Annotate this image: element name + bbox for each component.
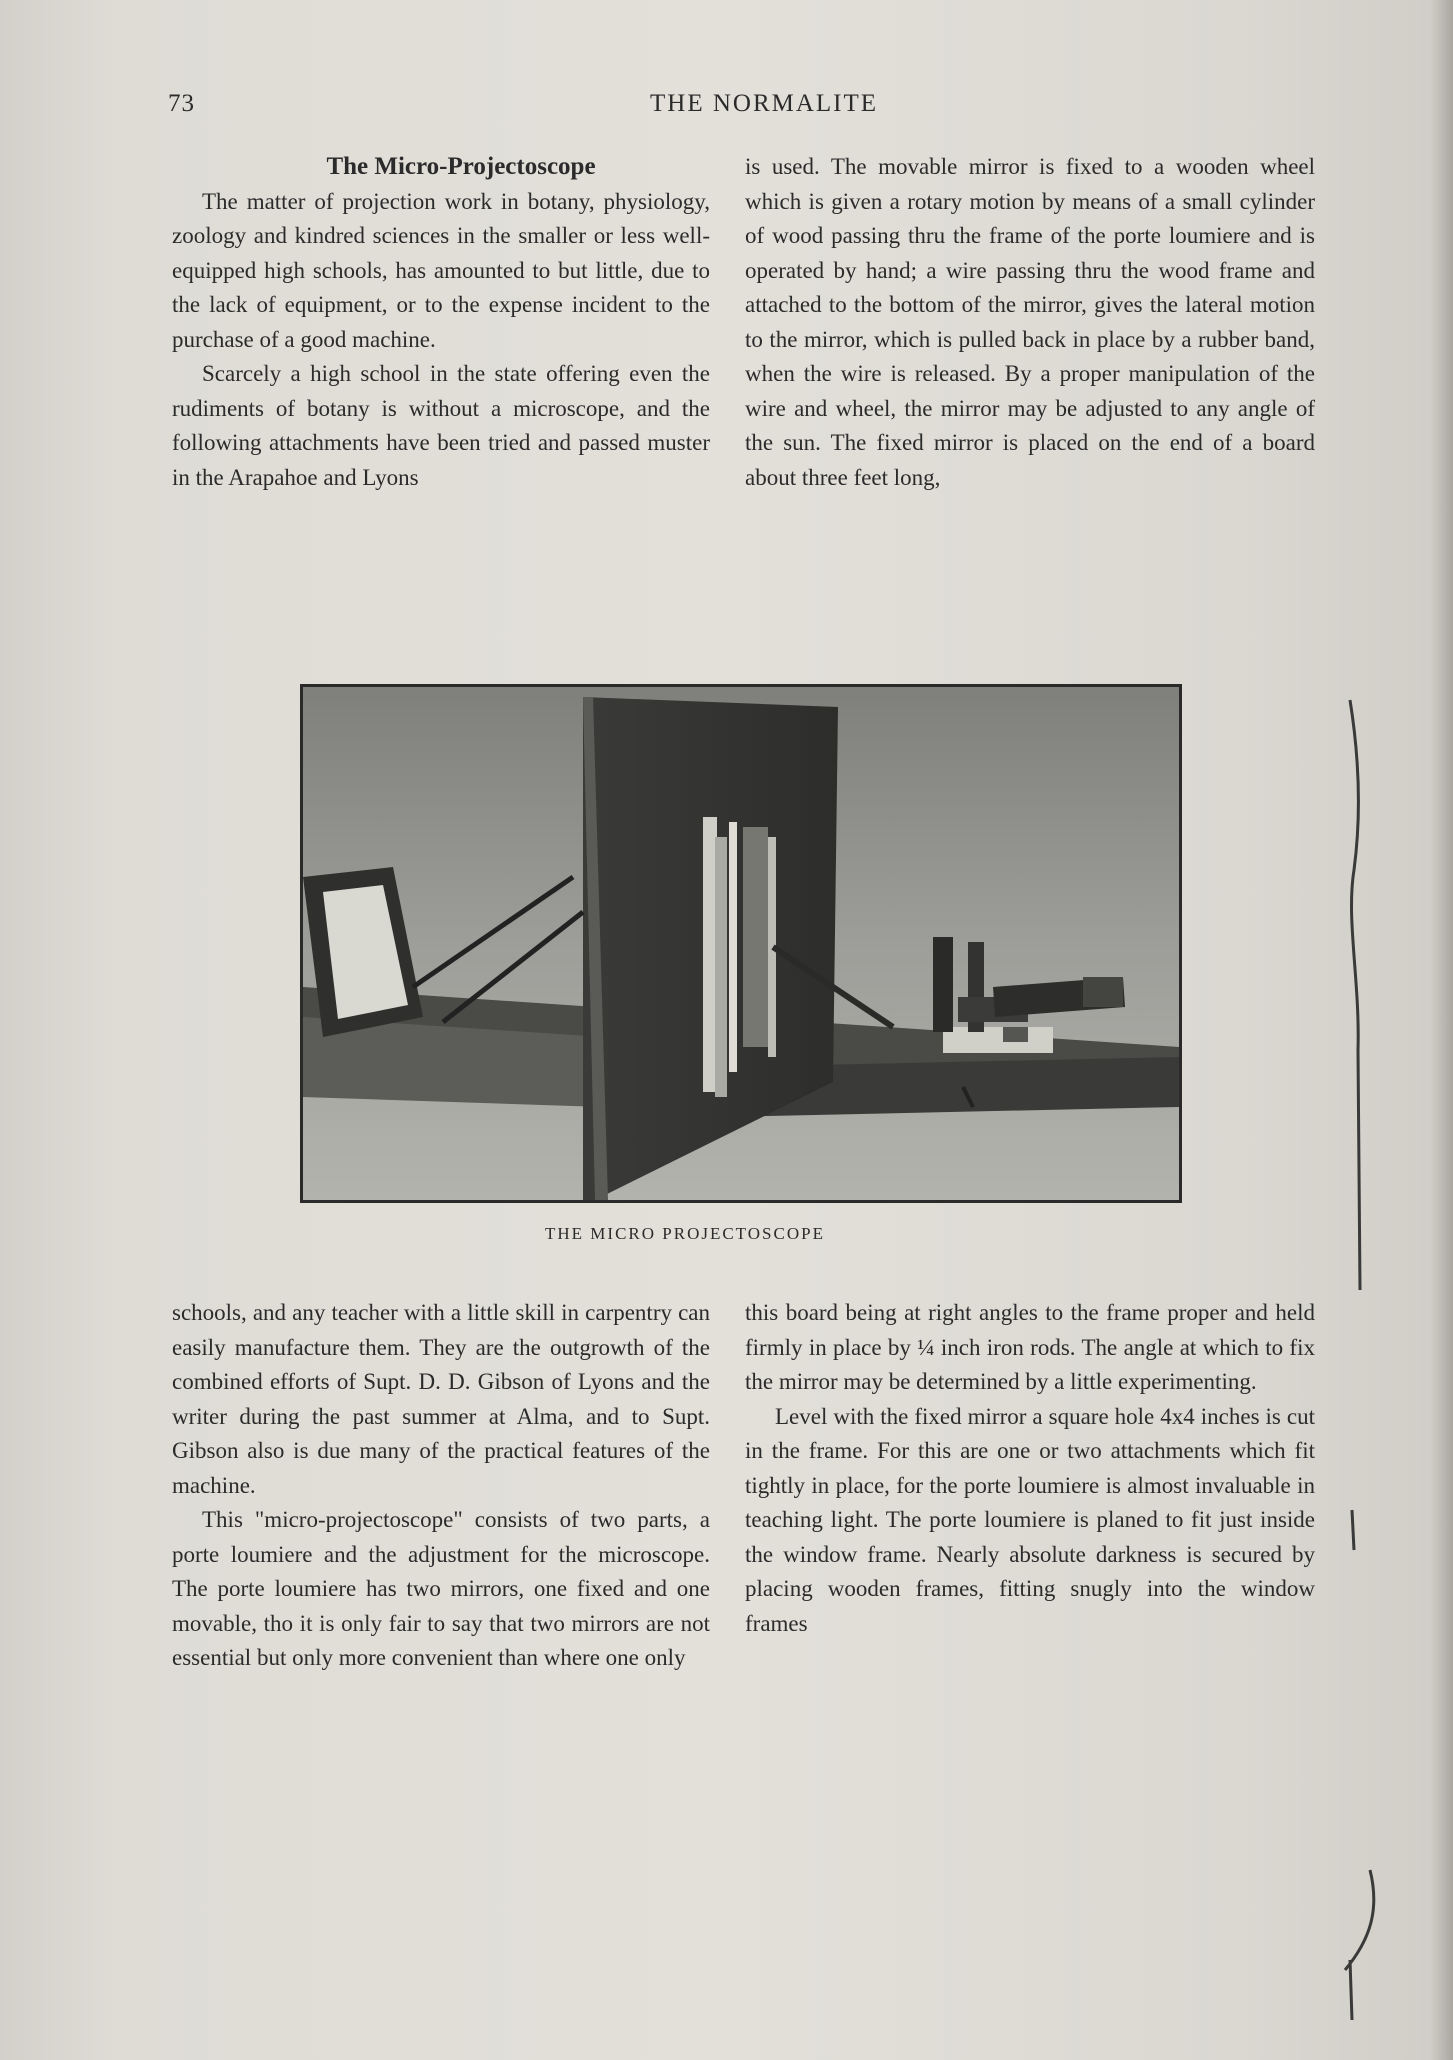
paragraph: This "micro-projectoscope" consists of two parts, a porte loumiere and the adjustment for the microscope. The porte loumiere has two mirrors, one fixed and one movable, tho it is only fair to say that two mirrors are not essential but only more convenient than where one only (172, 1507, 710, 1670)
paragraph: Scarcely a high school in the state offering even the rudiments of botany is without a microscope, and the following attachments have been tried and passed muster in the Arapahoe and Lyons (172, 361, 710, 490)
left-column-top (172, 150, 710, 495)
paragraph-continued: is used. The movable mirror is fixed to a wooden wheel which is given a rotary motion by means of a small cylinder of wood passing thru the frame of the porte loumiere and is operated by hand; a wire passing thru the wood frame and attached to the bottom of the mirror, gives the lateral motion to the mirror, which is pulled back in place by a rubber band, when the wire is released. By a proper manipulation of the wire and wheel, the mirror may be adjusted to any angle of the sun. The fixed mirror is placed on the end of a board about three feet long, (745, 154, 1315, 490)
paragraph-continued: schools, and any teacher with a little skill in carpentry can easily manufacture them. They are the outgrowth of the combined efforts of Supt. D. D. Gibson of Lyons and the writer during the past summer at Alma, and to Supt. Gibson also is due many of the practical features of the machine. (172, 1300, 710, 1498)
paragraph: The matter of projection work in botany, physiology, zoology and kindred sciences in the smaller or less well-equipped high schools, has amounted to but little, due to the lack of equipment, or to the expense incident to the purchase of a good machine. (172, 188, 710, 352)
margin-pencil-marks (1340, 690, 1390, 2050)
right-column-bottom (745, 1296, 1315, 1641)
page-edge-shadow (1431, 0, 1453, 2060)
article-title: The Micro-Projectoscope (326, 153, 596, 180)
right-column-top (745, 150, 1315, 495)
paragraph: Level with the fixed mirror a square hole 4x4 inches is cut in the frame. For this are one or two attachments which fit tightly in place, for the porte loumiere is almost invaluable in teaching light. The porte loumiere is planed to fit just inside the window frame. Nearly absolute darkness is secured by placing wooden frames, fitting snugly into the window frames (745, 1403, 1315, 1636)
figure-caption: THE MICRO PROJECTOSCOPE (545, 1224, 825, 1243)
page-number: 73 (168, 90, 195, 117)
figure-photo (300, 684, 1182, 1203)
running-head: THE NORMALITE (650, 90, 879, 117)
left-column-bottom (172, 1296, 710, 1676)
paragraph-continued: this board being at right angles to the frame proper and held firmly in place by ¼ inch iron rods. The angle at which to fix the mirror may be determined by a little experimenting. (745, 1300, 1315, 1394)
micro-projectoscope-photo (303, 687, 1179, 1200)
